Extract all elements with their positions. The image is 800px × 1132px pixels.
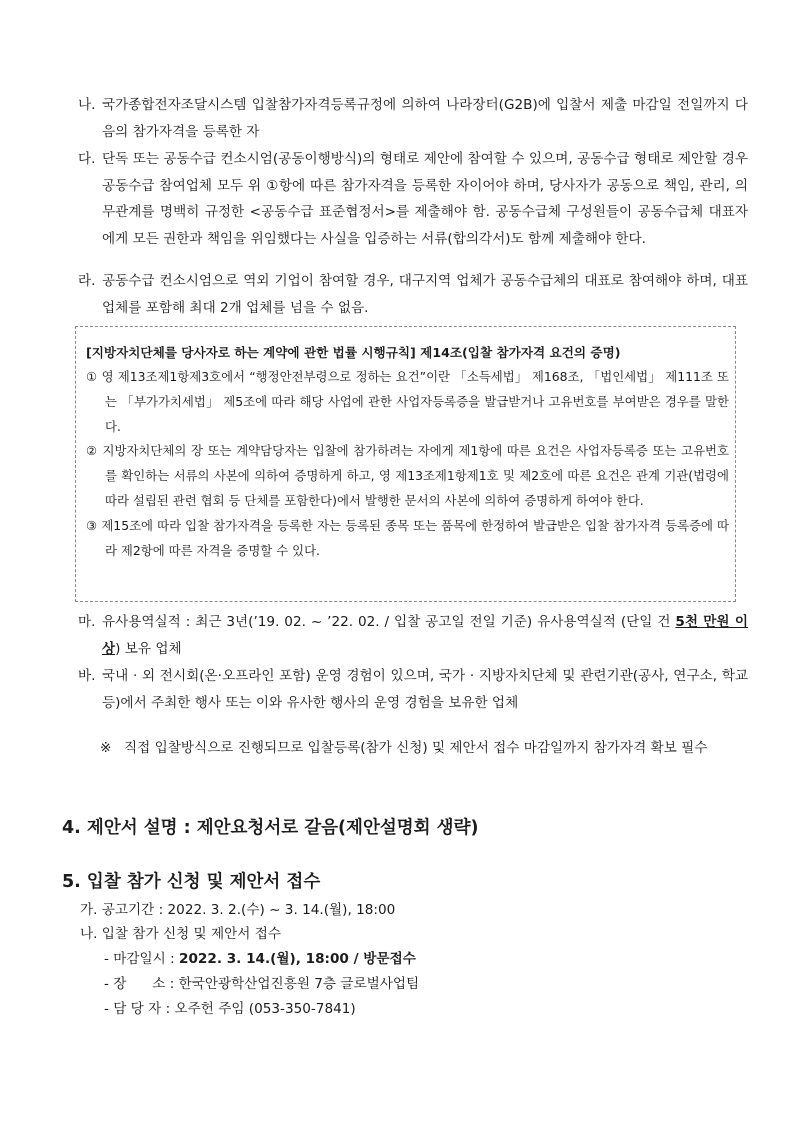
item-marker: 라.: [78, 273, 96, 289]
item-text: 공동수급 컨소시엄으로 역외 기업이 참여할 경우, 대구지역 업체가 공동수급체의 대표로 참여해야 하며, 대표업체를 포함해 최대 2개 업체를 넘을 수 없음.: [102, 273, 748, 316]
place-line: - 장 소 : 한국안광학산업진흥원 7층 글로벌사업팀: [104, 976, 420, 992]
note-text: 직접 입찰방식으로 진행되므로 입찰등록(참가 신청) 및 제안서 접수 마감일까지 참가자격 확보 필수: [124, 740, 708, 756]
law-clause-2: ② 지방자치단체의 장 또는 계약담당자는 입찰에 참가하려는 자에게 제1항에 따른 요건은 사업자등록증 또는 고유번호를 확인하는 서류의 사본에 의하여 증명하게 하고, 영 제13조제1항제1호 및 제2호에 따른 요건은 관계 기관(법령에 따라 설립된 관련 협회 등 단체를 포함한다)에서 발행한 문서의 사본에 의하여 증명하게 하여야 한다.: [86, 443, 729, 508]
item-text: 단독 또는 공동수급 컨소시엄(공동이행방식)의 형태로 제안에 참여할 수 있으며, 공동수급 형태로 제안할 경우 공동수급 참여업체 모두 위 ①항에 따른 참가자격을 등록한 자이어야 하며, 당사자가 공동으로 책임, 관리, 의무관계를 명백히 규정한 <공동수급 표준협정서>를 제출해야 함. 공동수급체 구성원들이 공동수급체 대표자에게 모든 권한과 책임을 위임했다는 사실을 입증하는 서류(합의각서)도 함께 제출해야 한다.: [102, 151, 748, 247]
notice-period: 가. 공고기간 : 2022. 3. 2.(수) ~ 3. 14.(월), 18:00: [80, 902, 396, 918]
item-da: [78, 146, 748, 252]
item-text-before: 유사용역실적 : 최근 3년(’19. 02. ~ ’22. 02. / 입찰 공고일 전일 기준) 유사용역실적 (단일 건: [102, 614, 676, 630]
item-marker: 나.: [78, 97, 96, 113]
min-amount-emphasis: 5천 만원 이상: [102, 614, 748, 657]
deadline-value: 2022. 3. 14.(월), 18:00 / 방문접수: [178, 951, 416, 967]
item-marker: 다.: [78, 151, 96, 167]
note-item: [100, 735, 750, 762]
section-5-heading: 5. 입찰 참가 신청 및 제안서 접수: [62, 872, 321, 892]
item-ba: [78, 663, 748, 716]
item-ma: [78, 609, 748, 662]
item-marker: 마.: [78, 614, 96, 630]
item-na: [78, 92, 748, 145]
law-excerpt-box: [75, 326, 736, 602]
law-clause-1: ① 영 제13조제1항제3호에서 “행정안전부령으로 정하는 요건”이란 「소득세법」 제168조, 「법인세법」 제111조 또는 「부가가치세법」 제5조에 따라 해당 사업에 관한 사업자등록증을 발급받거나 고유번호를 부여받은 경우를 말한다.: [86, 369, 729, 434]
section-4-heading: 4. 제안서 설명 : 제안요청서로 갈음(제안설명회 생략): [62, 818, 479, 838]
law-clause-3: ③ 제15조에 따라 입찰 참가자격을 등록한 자는 등록된 종목 또는 품목에 한정하여 발급받은 입찰 참가자격 등록증에 따라 제2항에 따른 자격을 증명할 수 있다.: [86, 517, 729, 558]
note-marker: ※: [100, 740, 112, 756]
submission-subheading: 나. 입찰 참가 신청 및 제안서 접수: [80, 926, 281, 942]
item-ra: [78, 268, 748, 321]
deadline-label: - 마감일시 :: [104, 951, 179, 967]
item-text: [102, 609, 748, 662]
deadline-line: [104, 947, 416, 971]
item-text: 국내 · 외 전시회(온·오프라인 포함) 운영 경험이 있으며, 국가 · 지방자치단체 및 관련기관(공사, 연구소, 학교 등)에서 주최한 행사 또는 이와 유사한 행사의 운영 경험을 보유한 업체: [102, 668, 748, 711]
item-marker: 바.: [78, 668, 96, 684]
item-text-after: ) 보유 업체: [115, 640, 182, 657]
contact-line: - 담 당 자 : 오주헌 주임 (053-350-7841): [104, 1001, 356, 1017]
item-text: 국가종합전자조달시스템 입찰참가자격등록규정에 의하여 나라장터(G2B)에 입찰서 제출 마감일 전일까지 다음의 참가자격을 등록한 자: [102, 97, 748, 140]
law-heading: [지방자치단체를 당사자로 하는 계약에 관한 법률 시행규칙] 제14조(입찰 참가자격 요건의 증명): [86, 345, 621, 360]
